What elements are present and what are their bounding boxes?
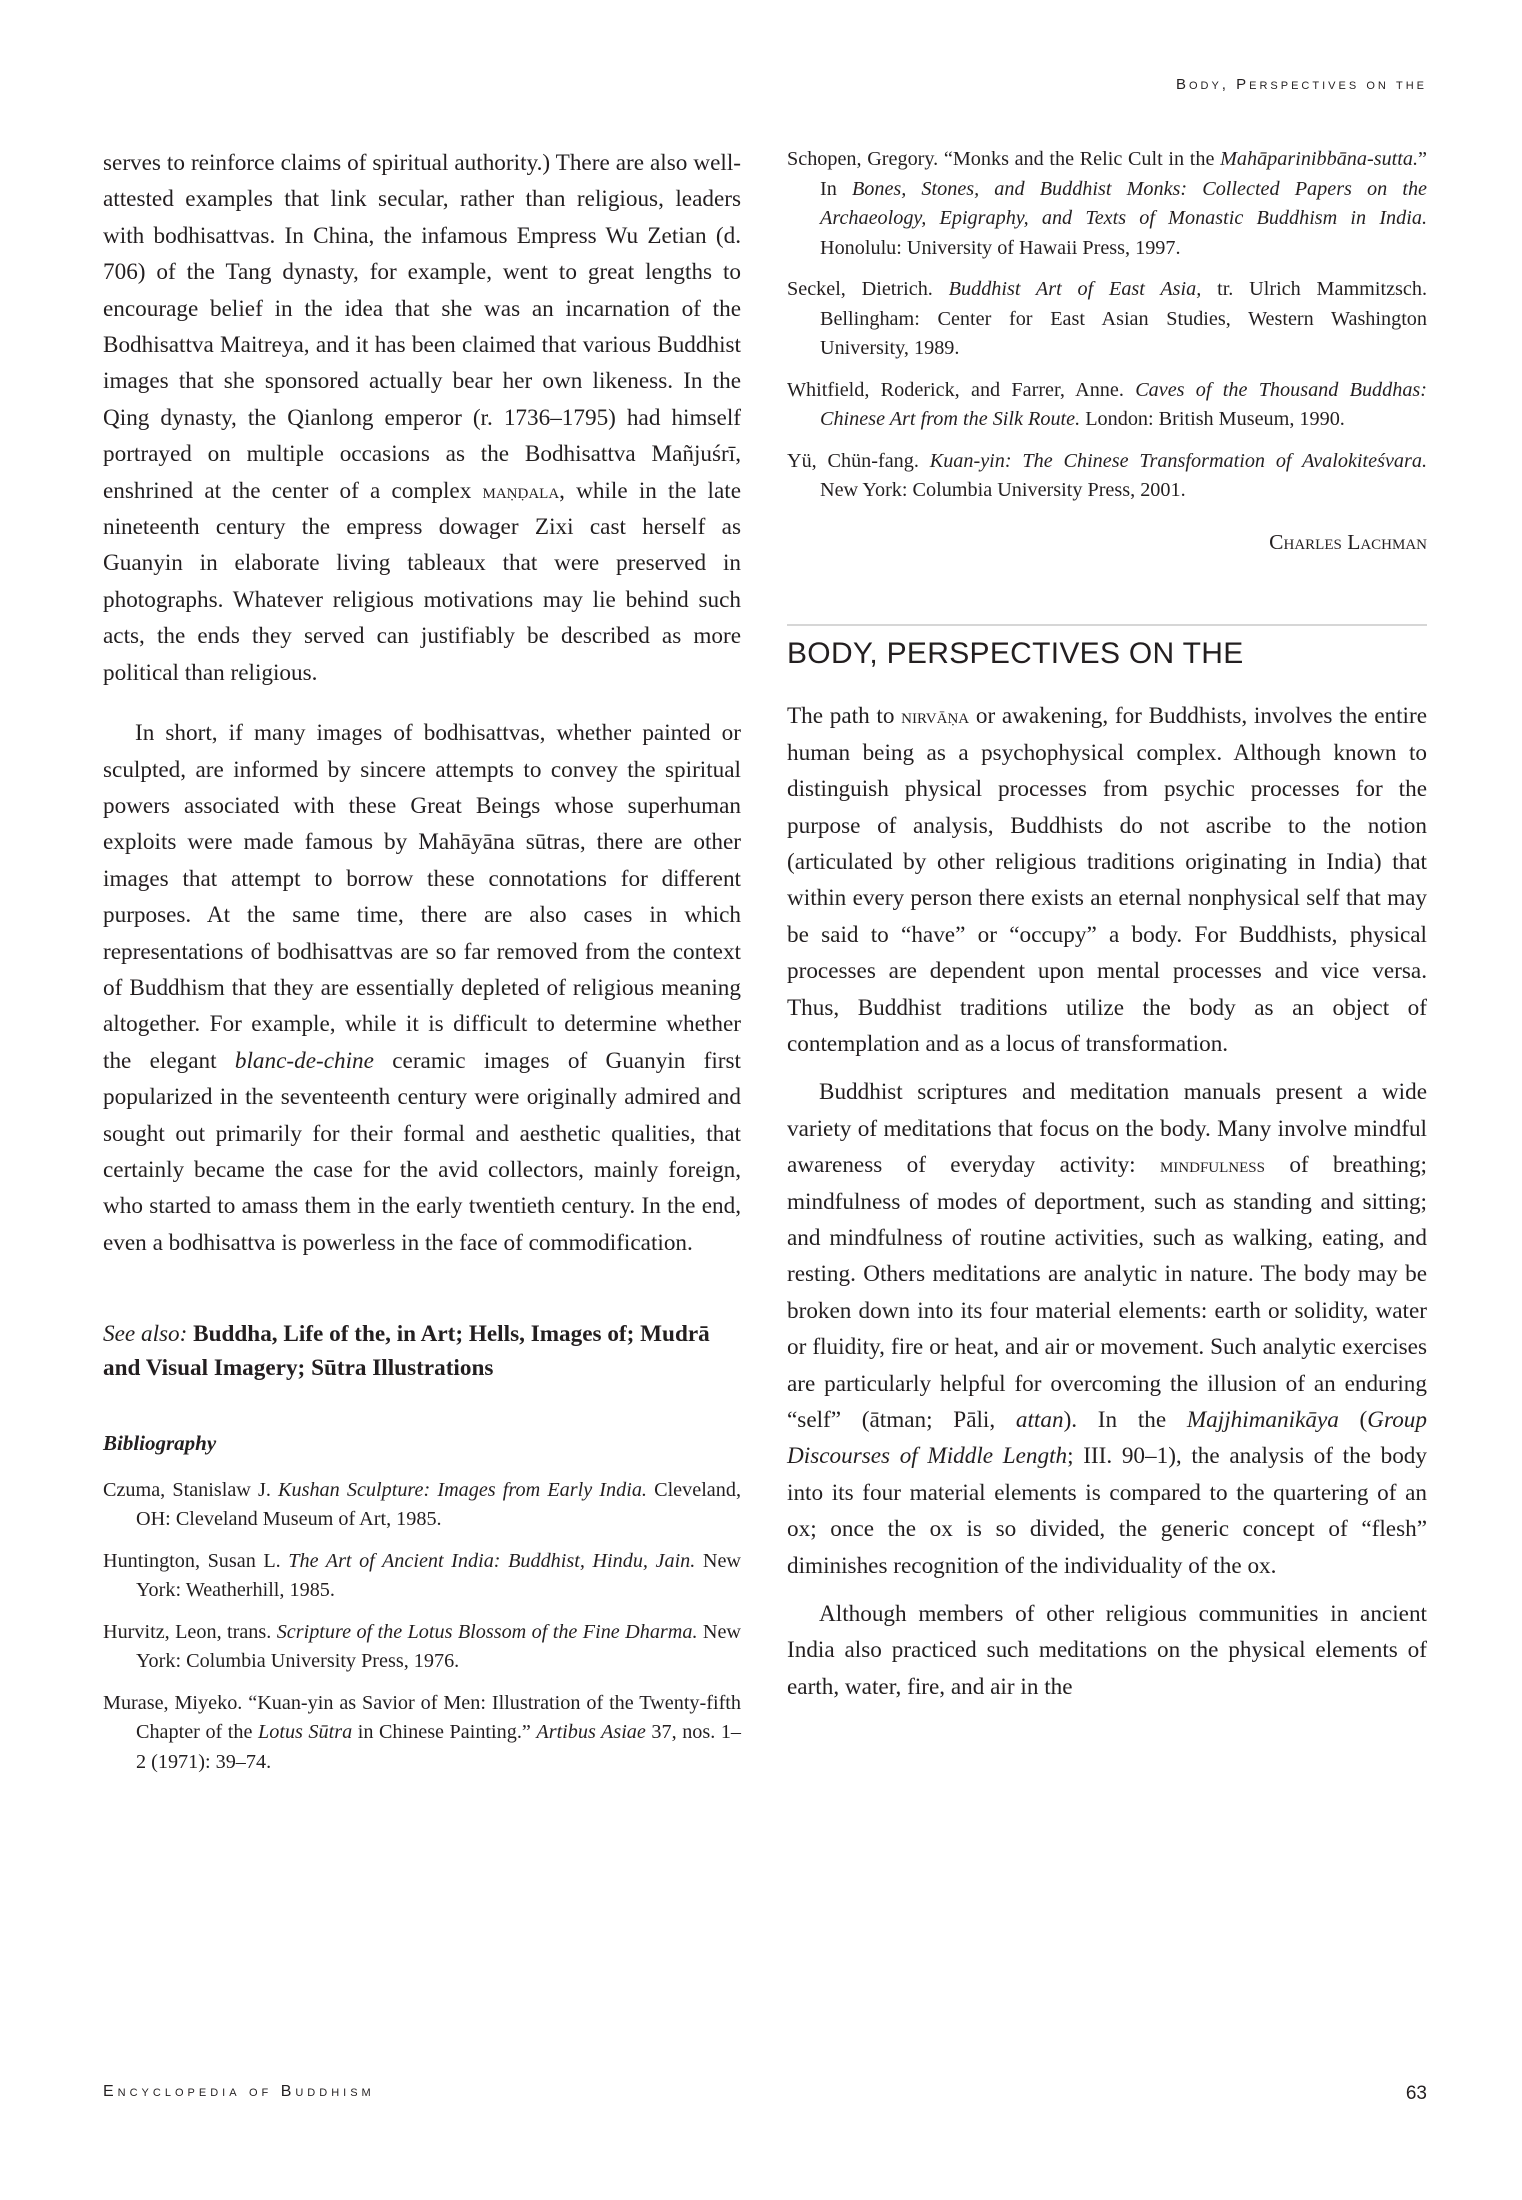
left-column <box>103 145 741 1777</box>
article-title: BODY, PERSPECTIVES ON THE <box>787 636 1244 670</box>
bibliography-entry: Seckel, Dietrich. Buddhist Art of East Asia, tr. Ulrich Mammitzsch. Bellingham: Center for East Asian Studies, Western Washington University, 1989. <box>787 278 1427 359</box>
section-divider <box>787 624 1427 626</box>
bibliography-entry: Huntington, Susan L. The Art of Ancient India: Buddhist, Hindu, Jain. New York: Weatherhill, 1985. <box>103 1549 741 1602</box>
page-footer <box>103 2083 1427 2104</box>
bibliography-list-right <box>787 145 1427 506</box>
see-also-links[interactable]: Buddha, Life of the, in Art; Hells, Images of; Mudrā and Visual Imagery; Sūtra Illustrations <box>103 1321 710 1382</box>
crossref-mindfulness[interactable]: mindfulness <box>1159 1152 1265 1178</box>
running-head: Body, Perspectives on the <box>1175 76 1427 93</box>
right-column <box>787 145 1427 1705</box>
right-paragraph-2: Buddhist scriptures and meditation manuals present a wide variety of meditations that focus on the body. Many involve mindful awareness of everyday activity: mindfulness of breathing; mindfulness of modes of deportment, such as standing and sitting; and mindfulness of routine activities, such as walking, eating, and resting. Others meditations are analytic in nature. The body may be broken down into its four material elements: earth or solidity, water or fluidity, fire or heat, and air or movement. Such analytic exercises are particularly helpful for overcoming the illusion of an enduring “self” (ātman; Pāli, attan). In the Majjhimanikāya (Group Discourses of Middle Length; III. 90–1), the analysis of the body into its four material elements is compared to the quartering of an ox; once the ox is so divided, the generic concept of “flesh” diminishes recognition of the individuality of the ox. <box>787 1079 1427 1579</box>
bibliography-entry: Czuma, Stanislaw J. Kushan Sculpture: Images from Early India. Cleveland, OH: Cleveland Museum of Art, 1985. <box>103 1478 741 1531</box>
bibliography-heading: Bibliography <box>103 1431 217 1456</box>
author-signature: Charles Lachman <box>1269 529 1427 554</box>
bibliography-entry: Yü, Chün-fang. Kuan-yin: The Chinese Transformation of Avalokiteśvara. New York: Columbia University Press, 2001. <box>787 449 1428 501</box>
crossref-nirvana[interactable]: nirvāṇa <box>901 703 970 729</box>
bibliography-list-left <box>103 1476 741 1778</box>
italic-term: blanc-de-chine <box>234 1047 374 1074</box>
bibliography-entry: Murase, Miyeko. “Kuan-yin as Savior of Men: Illustration of the Twenty-fifth Chapter of the Lotus Sūtra in Chinese Painting.” Artibus Asiae 37, nos. 1–2 (1971): 39–74. <box>103 1691 742 1773</box>
bibliography-entry: Hurvitz, Leon, trans. Scripture of the Lotus Blossom of the Fine Dharma. New York: Columbia University Press, 1976. <box>103 1620 742 1673</box>
bibliography-entry: Whitfield, Roderick, and Farrer, Anne. Caves of the Thousand Buddhas: Chinese Art from the Silk Route. London: British Museum, 1990. <box>787 378 1428 430</box>
right-paragraph-1: The path to nirvāṇa or awakening, for Buddhists, involves the entire human being as a psychophysical complex. Although known to distinguish physical processes from psychic processes for the purpose of analysis, Buddhists do not ascribe to the notion (articulated by other religious traditions originating in India) that within every person there exists an eternal nonphysical self that may be said to “have” or “occupy” a body. For Buddhists, physical processes are dependent upon mental processes and vice versa. Thus, Buddhist traditions utilize the body as an object of contemplation and as a locus of transformation. <box>787 703 1428 1057</box>
page-number: 63 <box>1405 2083 1427 2104</box>
see-also-label: See also: <box>103 1321 188 1348</box>
see-also <box>103 1317 741 1385</box>
left-paragraph-2: In short, if many images of bodhisattvas, whether painted or sculpted, are informed by sincere attempts to convey the spiritual powers associated with these Great Beings whose superhuman exploits were made famous by Mahāyāna sūtras, there are other images that attempt to borrow these connotations for different purposes. At the same time, there are also cases in which representations of bodhisattvas are so far removed from the context of Buddhism that they are essentially depleted of religious meaning altogether. For example, while it is difficult to determine whether the elegant blanc-de-chine ceramic images of Guanyin first popularized in the seventeenth century were originally admired and sought out primarily for their formal and aesthetic qualities, that certainly became the case for the avid collectors, mainly foreign, who started to amass them in the early twentieth century. In the end, even a bodhisattva is powerless in the face of commodification. <box>103 720 741 1256</box>
right-paragraph-3: Although members of other religious communities in ancient India also practiced such meditations on the physical elements of earth, water, fire, and air in the <box>787 1601 1427 1700</box>
book-title: Encyclopedia of Buddhism <box>103 2083 375 2100</box>
bibliography-entry: Schopen, Gregory. “Monks and the Relic Cult in the Mahāparinibbāna-sutta.” In Bones, Stones, and Buddhist Monks: Collected Papers on the Archaeology, Epigraphy, and Texts of Monastic Buddhism in India. Honolulu: University of Hawaii Press, 1997. <box>787 148 1427 259</box>
crossref-mandala[interactable]: maṇḍala <box>482 477 560 503</box>
left-paragraph-1: serves to reinforce claims of spiritual authority.) There are also well-attested examples that link secular, rather than religious, leaders with bodhisattvas. In China, the infamous Empress Wu Zetian (d. 706) of the Tang dynasty, for example, went to great lengths to encourage belief in the idea that she was an incarnation of the Bodhisattva Maitreya, and it has been claimed that various Buddhist images that she sponsored actually bear her own likeness. In the Qing dynasty, the Qianlong emperor (r. 1736–1795) had himself portrayed on multiple occasions as the Bodhisattva Mañjuśrī, enshrined at the center of a complex maṇḍala, while in the late nineteenth century the empress dowager Zixi cast herself as Guanyin in elaborate living tableaux that were preserved in photographs. Whatever religious motivations may lie behind such acts, the ends they served can justifiably be described as more political than religious. <box>103 150 741 686</box>
